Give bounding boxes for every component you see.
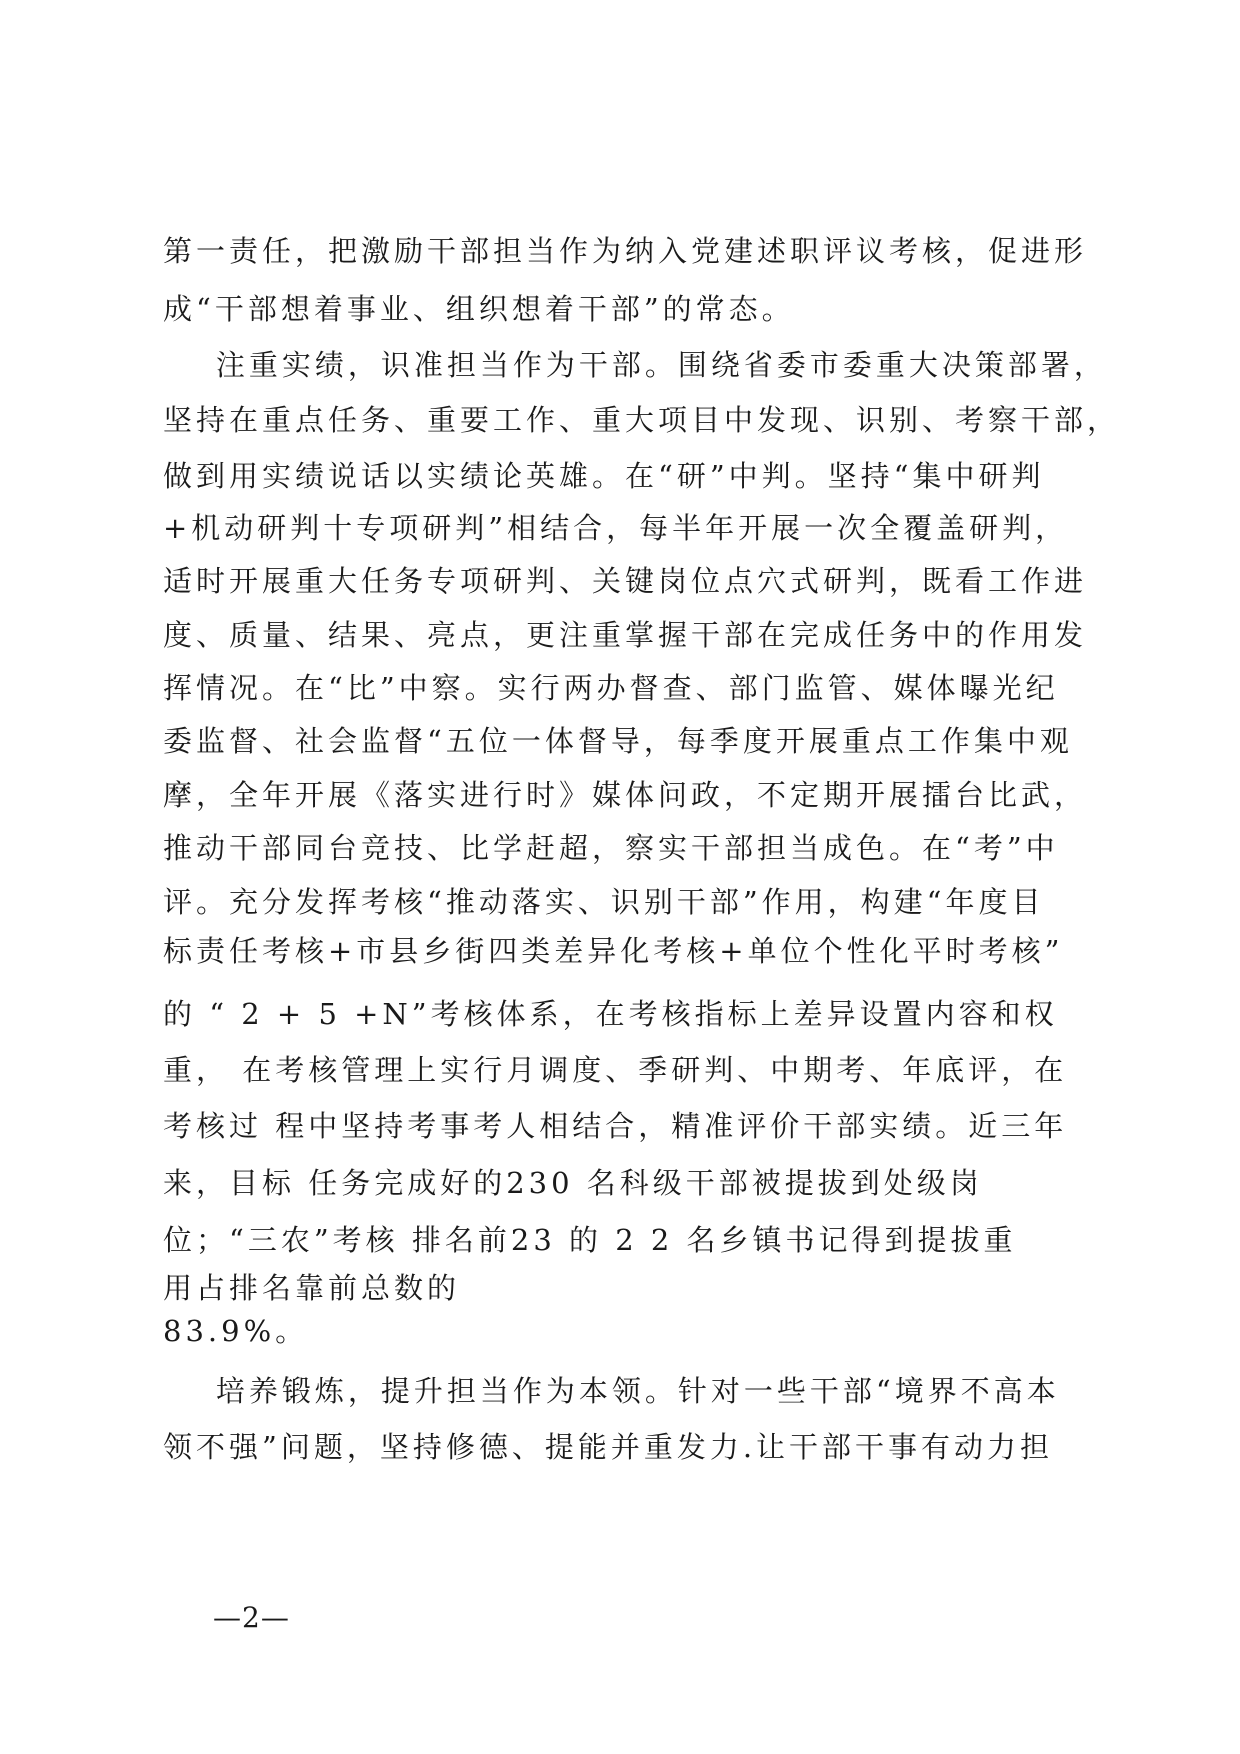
text-line: 评。充分发挥考核“推动落实、识别干部”作用，构建“年度目 bbox=[163, 885, 1045, 919]
text-line: 做到用实绩说话以实绩论英雄。在“研”中判。坚持“集中研判 bbox=[163, 459, 1045, 493]
text-line: 注重实绩，识准担当作为干部。围绕省委市委重大决策部署， bbox=[163, 348, 1107, 382]
text-line: 坚持在重点任务、重要工作、重大项目中发现、识别、考察干部， bbox=[163, 403, 1121, 437]
text-line: 来，目标 任务完成好的230 名科级干部被提拔到处级岗 bbox=[163, 1166, 983, 1200]
text-line: 成“干部想着事业、组织想着干部”的常态。 bbox=[163, 292, 795, 326]
text-line: 用占排名靠前总数的 bbox=[163, 1271, 461, 1305]
text-line: 领不强”问题，坚持修德、提能并重发力.让干部干事有动力担 bbox=[163, 1430, 1054, 1464]
text-line: 83.9%。 bbox=[163, 1314, 309, 1348]
text-line: 标责任考核+市县乡街四类差异化考核+单位个性化平时考核” bbox=[163, 934, 1064, 968]
page-number: —2— bbox=[213, 1601, 290, 1634]
text-line: 委监督、社会监督“五位一体督导，每季度开展重点工作集中观 bbox=[163, 724, 1073, 758]
text-line: 挥情况。在“比”中察。实行两办督查、部门监管、媒体曝光纪 bbox=[163, 671, 1059, 705]
text-line: 的 “ 2 + 5 +N”考核体系，在考核指标上差异设置内容和权 bbox=[163, 997, 1058, 1031]
text-line: 重， 在考核管理上实行月调度、季研判、中期考、年底评，在 bbox=[163, 1053, 1068, 1087]
text-line: 考核过 程中坚持考事考人相结合，精准评价干部实绩。近三年 bbox=[163, 1109, 1068, 1143]
text-line: 度、质量、结果、亮点，更注重掌握干部在完成任务中的作用发 bbox=[163, 618, 1088, 652]
text-line: 推动干部同台竞技、比学赶超，察实干部担当成色。在“考”中 bbox=[163, 831, 1059, 865]
text-line: 第一责任，把激励干部担当作为纳入党建述职评议考核，促进形 bbox=[163, 234, 1088, 268]
text-line: 摩，全年开展《落实进行时》媒体问政，不定期开展擂台比武， bbox=[163, 778, 1088, 812]
text-line: 位；“三农”考核 排名前23 的 2 2 名乡镇书记得到提拔重 bbox=[163, 1223, 1017, 1257]
text-line: +机动研判十专项研判”相结合，每半年开展一次全覆盖研判， bbox=[163, 511, 1069, 545]
text-line: 培养锻炼，提升担当作为本领。针对一些干部“境界不高本 bbox=[163, 1374, 1060, 1408]
text-line: 适时开展重大任务专项研判、关键岗位点穴式研判，既看工作进 bbox=[163, 564, 1088, 598]
